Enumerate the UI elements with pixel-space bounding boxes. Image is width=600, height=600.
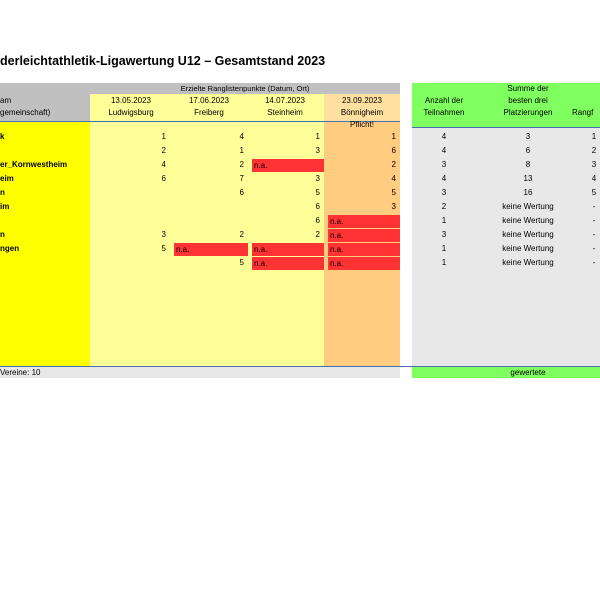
event-points: 6 <box>161 174 166 183</box>
event-points: 2 <box>239 230 244 239</box>
event-points: 3 <box>391 202 396 211</box>
event-points: 5 <box>239 258 244 267</box>
event3-place: Steinheim <box>267 108 303 117</box>
event-points: 5 <box>315 188 320 197</box>
rank: 2 <box>591 146 597 155</box>
footer-bar-bg <box>0 367 400 378</box>
participations-count: 4 <box>441 146 447 155</box>
not-attended-cell: n.a. <box>252 243 324 256</box>
points-group-label: Erzielte Ranglistenpunkte (Datum, Ort) <box>180 84 310 93</box>
participations-count: 1 <box>441 258 447 267</box>
sum-header-line1: Summe der <box>507 84 549 93</box>
event-points: 3 <box>315 146 320 155</box>
event-points: 2 <box>391 160 396 169</box>
rank: - <box>592 230 596 239</box>
event-points: 6 <box>315 216 320 225</box>
rank: - <box>592 216 596 225</box>
best-three-sum: 13 <box>523 174 533 183</box>
not-attended-cell: n.a. <box>328 257 400 270</box>
event-points: 1 <box>315 132 320 141</box>
event-points: 2 <box>239 160 244 169</box>
rank-header: Rangf <box>572 108 594 117</box>
participations-header-line2: Teilnahmen <box>423 108 465 117</box>
event-points: 5 <box>391 188 396 197</box>
event-points: 6 <box>239 188 244 197</box>
event-points: 5 <box>161 244 166 253</box>
participations-count: 3 <box>441 160 447 169</box>
event4-mandatory-note: Pflicht! <box>349 120 374 129</box>
team-name: ngen <box>0 244 20 253</box>
rank: - <box>592 258 596 267</box>
team-name: n <box>0 230 5 239</box>
rank: 5 <box>591 188 597 197</box>
event-points: 6 <box>391 146 396 155</box>
best-three-sum: keine Wertung <box>502 202 554 211</box>
team-name: k <box>0 132 5 141</box>
scored-label: gewertete <box>510 368 546 377</box>
best-three-sum: 6 <box>525 146 531 155</box>
participations-header-line1: Anzahl der <box>424 96 464 105</box>
best-three-sum: keine Wertung <box>502 230 554 239</box>
page-title: derleichtathletik-Ligawertung U12 – Gesamtstand 2023 <box>0 54 326 68</box>
footer-line <box>0 366 600 367</box>
event-points: 1 <box>239 146 244 155</box>
rank: - <box>592 244 596 253</box>
event-points: 7 <box>239 174 244 183</box>
best-three-sum: 16 <box>523 188 533 197</box>
event4-place: Bönnigheim <box>340 108 384 117</box>
participations-count: 1 <box>441 216 447 225</box>
clubs-count: Vereine: 10 <box>0 368 41 377</box>
participations-count: 1 <box>441 244 447 253</box>
event-points: 3 <box>315 174 320 183</box>
participations-count: 3 <box>441 230 447 239</box>
not-attended-cell: n.a. <box>174 243 248 256</box>
rank: 1 <box>591 132 597 141</box>
event3-date: 14.07.2023 <box>264 96 306 105</box>
not-attended-cell: n.a. <box>252 257 324 270</box>
event-points: 4 <box>239 132 244 141</box>
participations-count: 4 <box>441 132 447 141</box>
rank: 3 <box>591 160 597 169</box>
event-points: 4 <box>391 174 396 183</box>
rank: 4 <box>591 174 597 183</box>
team-name: er_Kornwestheim <box>0 160 68 169</box>
event2-place: Freiberg <box>194 108 224 117</box>
team-name: eim <box>0 174 14 183</box>
sum-header-line2: besten drei <box>508 96 548 105</box>
event-points: 1 <box>161 132 166 141</box>
event-points: 2 <box>315 230 320 239</box>
team-header-line2: gemeinschaft) <box>0 108 51 117</box>
best-three-sum: keine Wertung <box>502 244 554 253</box>
event-points: 4 <box>161 160 166 169</box>
best-three-sum: 3 <box>525 132 531 141</box>
event4-date: 23.09.2023 <box>341 96 383 105</box>
not-attended-cell: n.a. <box>328 243 400 256</box>
best-three-sum: keine Wertung <box>502 258 554 267</box>
header-separator-line-right <box>412 127 600 128</box>
participations-count: 4 <box>441 174 447 183</box>
participations-count: 2 <box>441 202 447 211</box>
event-points: 3 <box>161 230 166 239</box>
team-name: n <box>0 188 5 197</box>
rank: - <box>592 202 596 211</box>
event-points: 2 <box>161 146 166 155</box>
sum-header-line3: Platzierungen <box>503 108 553 117</box>
not-attended-cell: n.a. <box>252 159 324 172</box>
event-points: 1 <box>391 132 396 141</box>
not-attended-cell: n.a. <box>328 229 400 242</box>
participations-count: 3 <box>441 188 447 197</box>
event2-date: 17.06.2023 <box>188 96 230 105</box>
not-attended-cell: n.a. <box>328 215 400 228</box>
event-points: 6 <box>315 202 320 211</box>
best-three-sum: keine Wertung <box>502 216 554 225</box>
event1-date: 13.05.2023 <box>110 96 152 105</box>
best-three-sum: 8 <box>525 160 531 169</box>
team-header-line1: am <box>0 96 12 105</box>
event1-place: Ludwigsburg <box>108 108 154 117</box>
team-name: im <box>0 202 10 211</box>
